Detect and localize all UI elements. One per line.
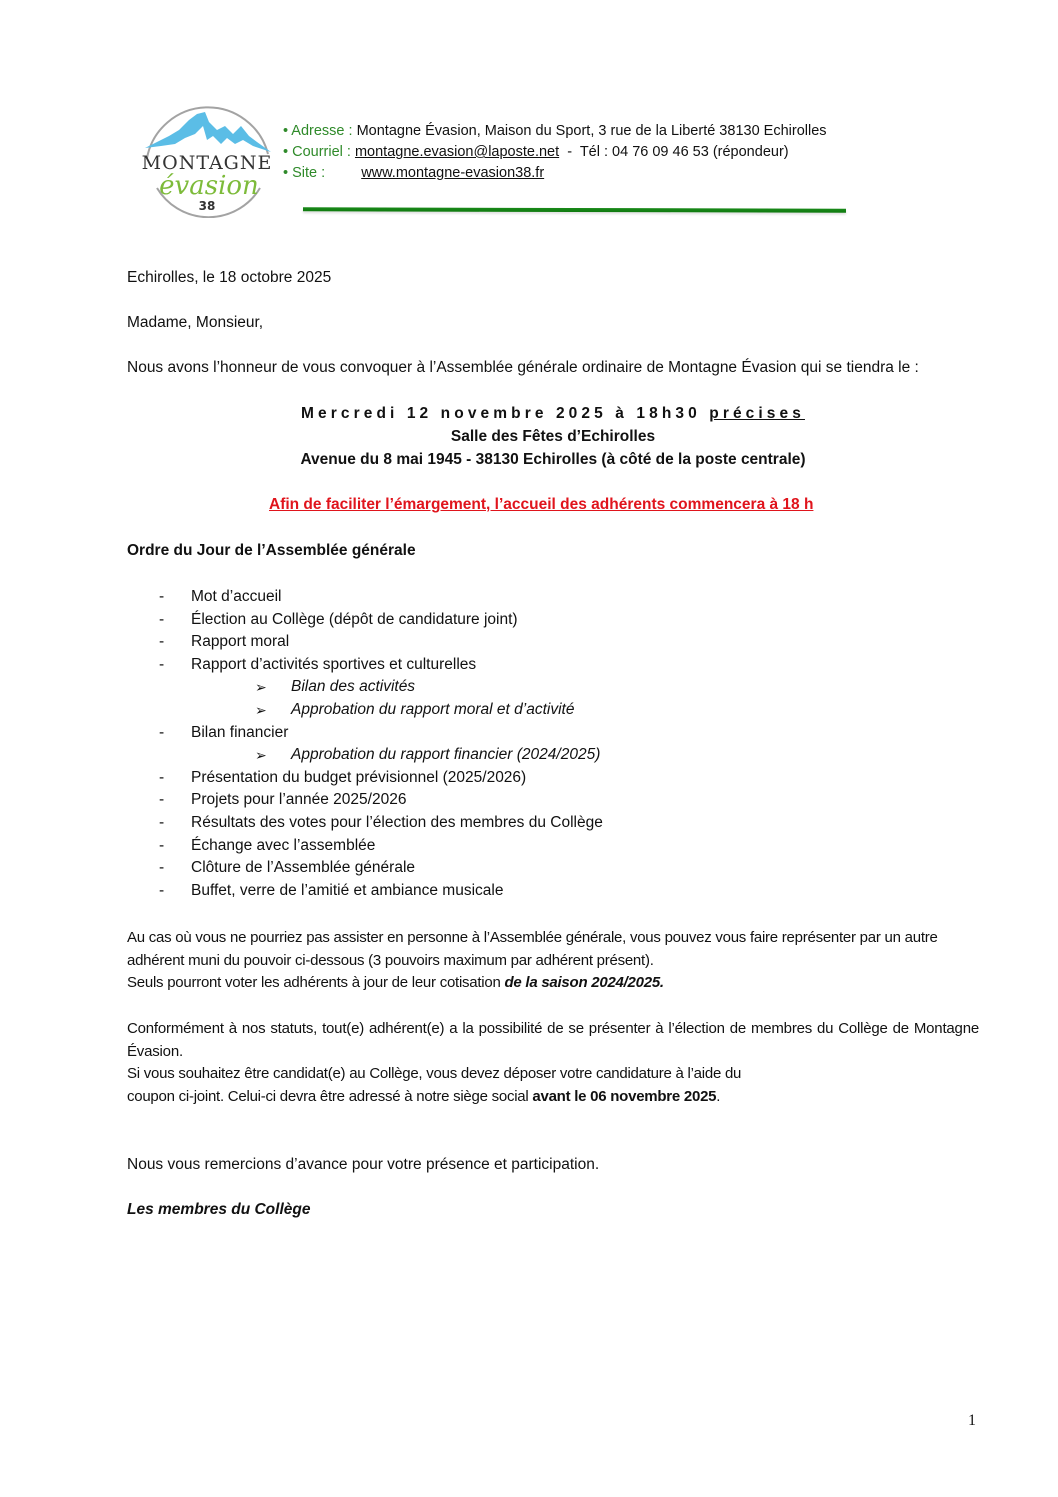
agenda-item: - Buffet, verre de l’amitié et ambiance musicale <box>159 881 504 899</box>
arrow-bullet-icon: ➢ <box>255 747 267 764</box>
address-row <box>283 120 827 141</box>
arrival-notice: Afin de faciliter l’émargement, l’accueil des adhérents commencera à 18 h <box>269 496 814 513</box>
agenda-item: - Rapport d’activités sportives et culturelles <box>159 655 477 673</box>
vote-eligibility: Seuls pourront voter les adhérents à jour de leur cotisation de la saison 2024/2025. <box>127 974 664 991</box>
agenda-item: - Résultats des votes pour l’élection des membres du Collège <box>159 813 603 831</box>
deadline: avant le 06 novembre 2025 <box>532 1088 717 1105</box>
header-divider <box>303 207 846 212</box>
site-row <box>283 162 827 183</box>
event-datetime <box>127 403 979 426</box>
agenda-subitem: ➢ Approbation du rapport moral et d’activité <box>127 699 727 722</box>
thanks: Nous vous remercions d’avance pour votre présence et participation. <box>127 1156 600 1173</box>
agenda-item: - Projets pour l’année 2025/2026 <box>159 791 407 809</box>
address-value: Montagne Évasion, Maison du Sport, 3 rue de la Liberté 38130 Echirolles <box>352 123 827 139</box>
signature: Les membres du Collège <box>127 1201 311 1218</box>
agenda-title: Ordre du Jour de l’Assemblée générale <box>127 542 416 559</box>
agenda-item: - Clôture de l’Assemblée générale <box>159 859 416 877</box>
agenda-item: - Échange avec l’assemblée <box>159 836 376 854</box>
agenda-item: - Élection au Collège (dépôt de candidature joint) <box>159 610 518 628</box>
logo-mountain-icon <box>135 96 280 218</box>
site-label: • Site : <box>283 165 326 181</box>
event-date-text: Mercredi 12 novembre 2025 à 18h30 <box>301 405 710 422</box>
email-label: • Courriel : <box>283 144 351 160</box>
proxy-paragraph: Au cas où vous ne pourriez pas assister en personne à l’Assemblée générale, vous pouvez vous faire représenter par un autre adhérent muni du pouvoir ci-dessous (3 pouvoirs maximum par adhérent présent). <box>127 929 938 969</box>
agenda-item: - Présentation du budget prévisionnel (2025/2026) <box>159 768 527 786</box>
montagne-evasion-logo <box>135 96 280 218</box>
place-date: Echirolles, le 18 octobre 2025 <box>127 269 332 286</box>
phone-text: - Tél : 04 76 09 46 53 (répondeur) <box>559 144 789 160</box>
svg-text:38: 38 <box>198 199 216 213</box>
site-link[interactable]: www.montagne-evasion38.fr <box>361 165 545 181</box>
agenda-list <box>127 586 727 902</box>
email-row <box>283 141 827 162</box>
arrow-bullet-icon: ➢ <box>255 679 267 696</box>
statuts-paragraph: Conformément à nos statuts, tout(e) adhérent(e) a la possibilité de se présenter à l’élection de membres du Collège de Montagne Évasion. <box>127 1020 979 1060</box>
agenda-subitem: ➢ Approbation du rapport financier (2024/2025) <box>127 744 727 767</box>
contact-block <box>283 120 827 183</box>
intro-paragraph: Nous avons l’honneur de vous convoquer à l’Assemblée générale ordinaire de Montagne Évasion qui se tiendra le : <box>127 359 919 376</box>
address-label: • Adresse : <box>283 123 353 139</box>
agenda-subitem: ➢ Bilan des activités <box>127 676 727 699</box>
agenda-item: - Rapport moral <box>159 633 290 651</box>
event-precise: précises <box>709 405 805 422</box>
svg-text:MONTAGNE: MONTAGNE <box>141 152 273 174</box>
page-number: 1 <box>968 1412 976 1429</box>
agenda-item: - Bilan financier <box>159 723 289 741</box>
candidate-line-1: Si vous souhaitez être candidat(e) au Collège, vous devez déposer votre candidature à l’aide du <box>127 1065 742 1082</box>
arrow-bullet-icon: ➢ <box>255 701 267 718</box>
vote-season: de la saison 2024/2025. <box>504 974 664 991</box>
event-address: Avenue du 8 mai 1945 - 38130 Echirolles (à côté de la poste centrale) <box>300 451 806 468</box>
candidate-line-2: coupon ci-joint. Celui-ci devra être adressé à notre siège social avant le 06 novembre 2025. <box>127 1088 721 1105</box>
salutation: Madame, Monsieur, <box>127 314 264 331</box>
svg-text:évasion: évasion <box>159 171 259 201</box>
agenda-item: - Mot d’accueil <box>159 588 282 605</box>
event-venue: Salle des Fêtes d’Echirolles <box>450 428 656 445</box>
email-link[interactable]: montagne.evasion@laposte.net <box>354 144 560 160</box>
